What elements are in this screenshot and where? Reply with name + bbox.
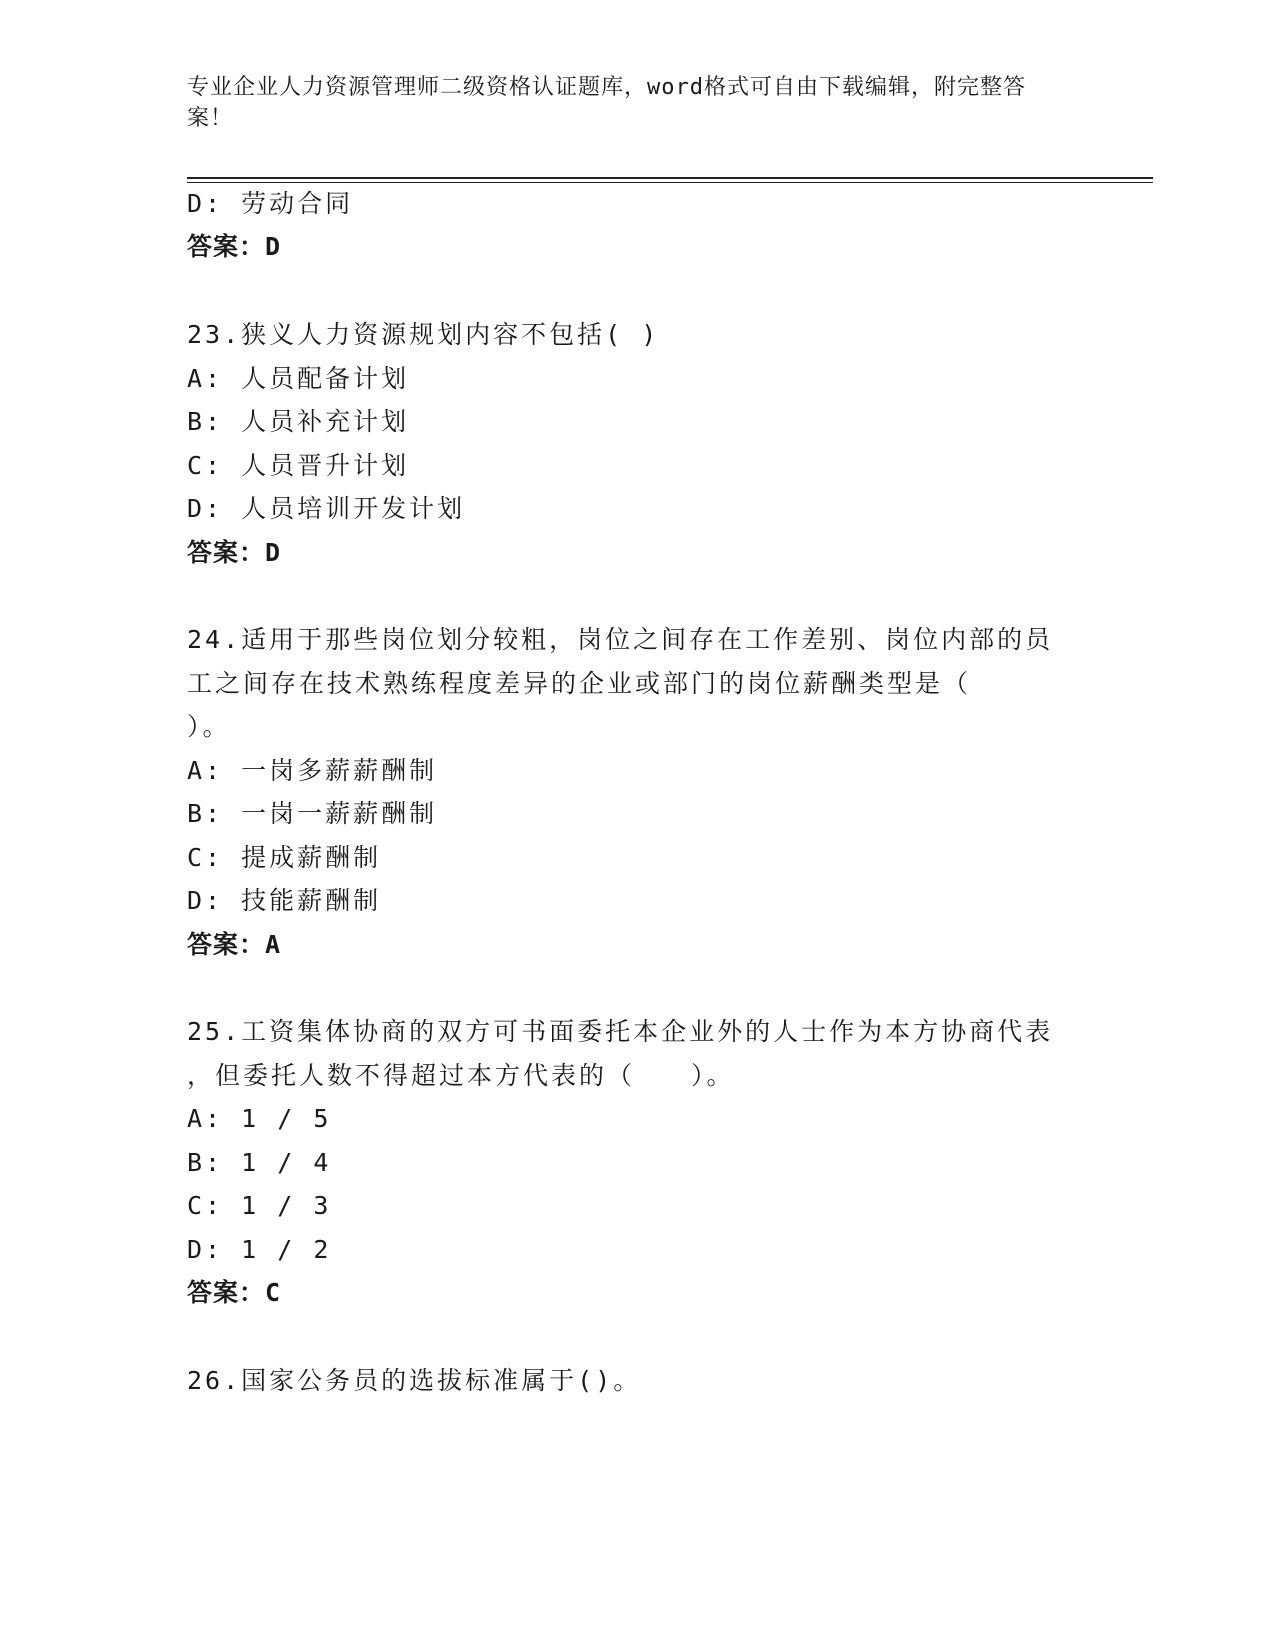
prev-answer: 答案：D	[187, 232, 282, 261]
q23-option-c: C: 人员晋升计划	[187, 451, 410, 480]
header-divider	[187, 177, 1153, 183]
q24-option-b: B: 一岗一薪薪酬制	[187, 799, 438, 828]
q23-option-a: A: 人员配备计划	[187, 364, 410, 393]
prev-option-d: D: 劳动合同	[187, 189, 354, 218]
q23-stem: 23.狭义人力资源规划内容不包括( )	[187, 320, 660, 349]
q24-stem-line-2: 工之间存在技术熟练程度差异的企业或部门的岗位薪酬类型是（	[187, 669, 972, 698]
q23-answer: 答案：D	[187, 538, 282, 567]
q25-stem-line-2: ，但委托人数不得超过本方代表的（ ）。	[187, 1061, 735, 1090]
q25-option-d: D: 1 / 2	[187, 1235, 332, 1264]
q25-option-c: C: 1 / 3	[187, 1191, 332, 1220]
q24-stem-line-3: ）。	[187, 712, 231, 741]
q24-stem-line-1: 24.适用于那些岗位划分较粗，岗位之间存在工作差别、岗位内部的员	[187, 625, 1054, 654]
q23-option-d: D: 人员培训开发计划	[187, 494, 466, 523]
q23-option-b: B: 人员补充计划	[187, 407, 410, 436]
q25-option-b: B: 1 / 4	[187, 1148, 332, 1177]
document-header: 专业企业人力资源管理师二级资格认证题库，word格式可自由下载编辑，附完整答案！	[187, 75, 1026, 131]
q25-option-a: A: 1 / 5	[187, 1104, 332, 1133]
q24-option-d: D: 技能薪酬制	[187, 886, 382, 915]
q24-answer: 答案：A	[187, 930, 282, 959]
q25-answer: 答案：C	[187, 1278, 282, 1307]
q24-option-a: A: 一岗多薪薪酬制	[187, 756, 438, 785]
q25-stem-line-1: 25.工资集体协商的双方可书面委托本企业外的人士作为本方协商代表	[187, 1017, 1054, 1046]
q24-option-c: C: 提成薪酬制	[187, 843, 382, 872]
q26-stem: 26.国家公务员的选拔标准属于()。	[187, 1366, 642, 1395]
